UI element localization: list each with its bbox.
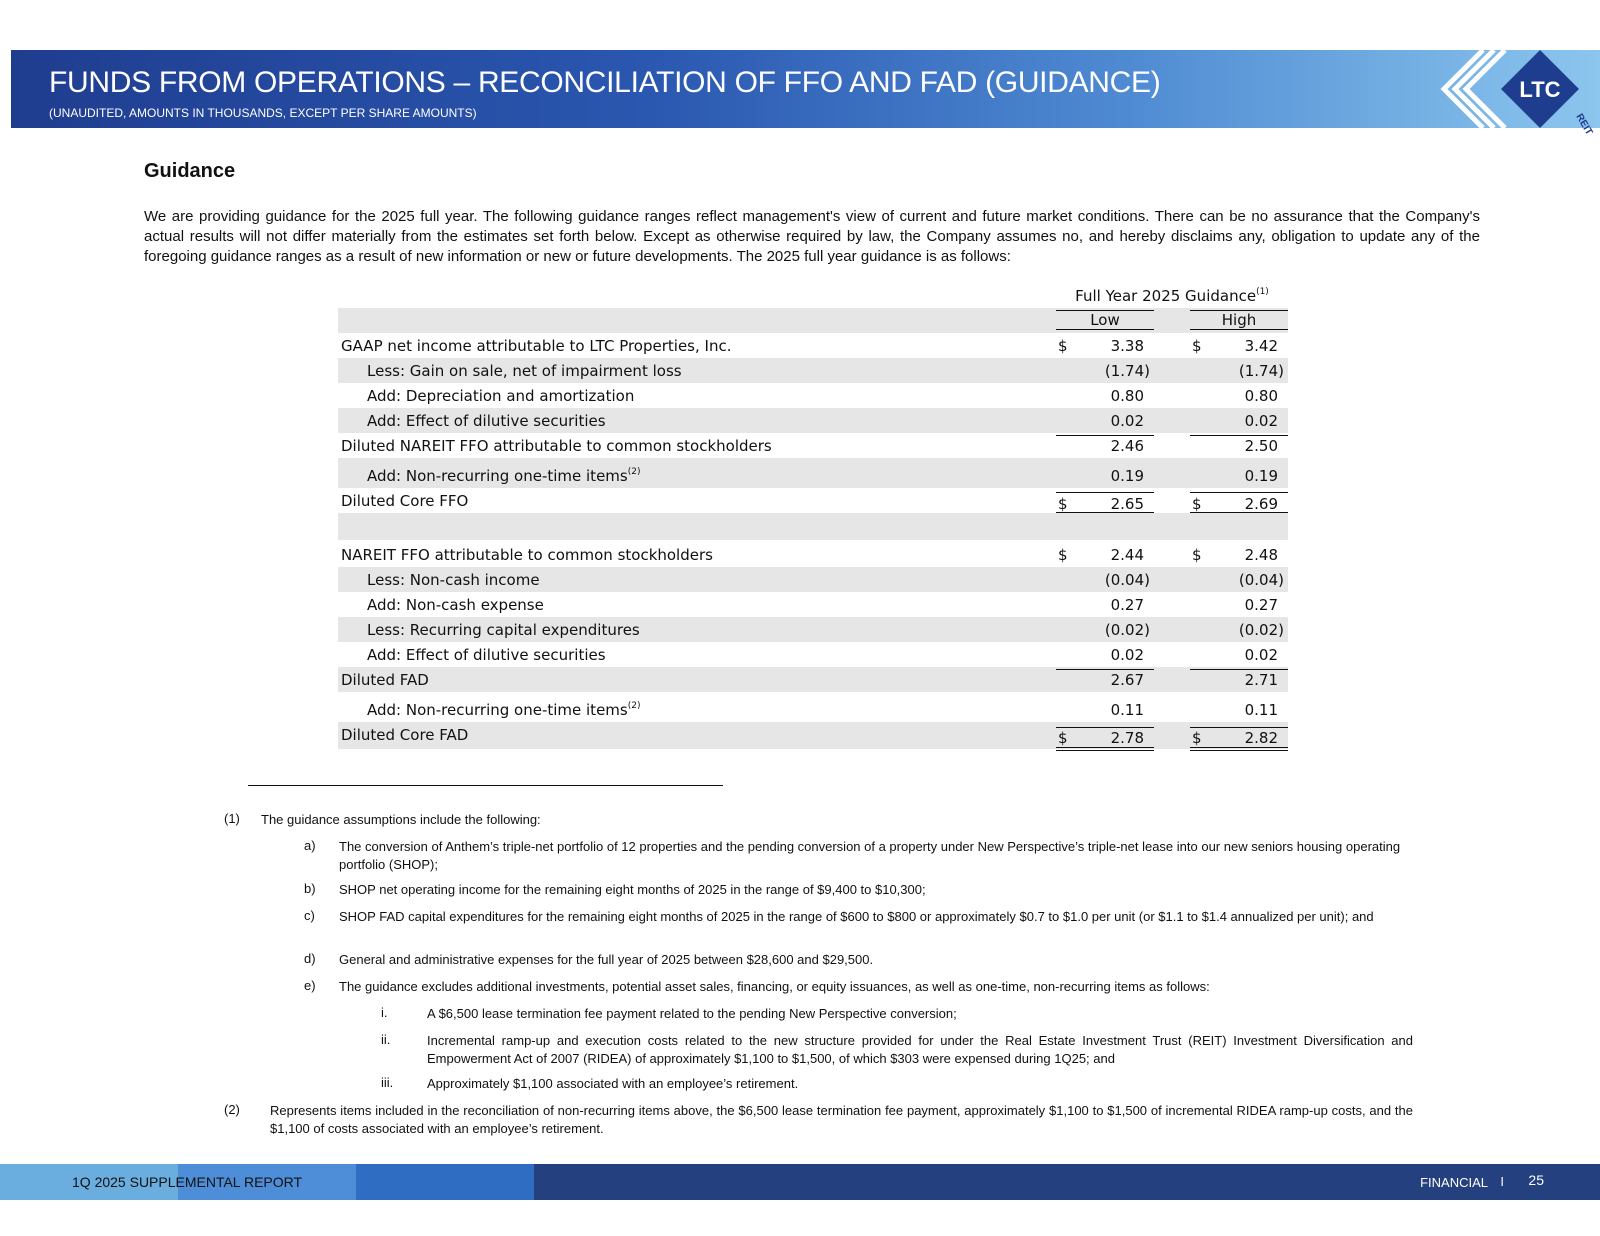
low-value: 0.11 xyxy=(1110,701,1144,719)
table-row xyxy=(338,592,1288,617)
table-group-header-row xyxy=(338,283,1288,308)
footnote-1-text: The guidance assumptions include the following: xyxy=(261,812,541,827)
section-heading: Guidance xyxy=(144,160,236,182)
footnote-item-mark: b) xyxy=(304,881,316,896)
high-value: (1.74) xyxy=(1238,362,1284,380)
high-value: 0.19 xyxy=(1244,467,1278,485)
currency-sign: $ xyxy=(1192,495,1202,513)
spacer-row xyxy=(338,513,1288,540)
low-value: 2.67 xyxy=(1110,671,1144,689)
table-row xyxy=(338,617,1288,642)
currency-sign: $ xyxy=(1192,729,1202,747)
logo-text: LTC xyxy=(1519,77,1561,102)
page-title: FUNDS FROM OPERATIONS – RECONCILIATION OF FFO AND FAD (GUIDANCE) xyxy=(49,66,1161,99)
table-row xyxy=(338,488,1288,513)
row-label: Less: Non-cash income xyxy=(367,571,540,589)
page-subtitle: (UNAUDITED, AMOUNTS IN THOUSANDS, EXCEPT PER SHARE AMOUNTS) xyxy=(49,106,477,120)
table-row xyxy=(338,567,1288,592)
currency-sign: $ xyxy=(1058,546,1068,564)
high-value: (0.04) xyxy=(1238,571,1284,589)
low-value: 2.44 xyxy=(1110,546,1144,564)
row-note: (2) xyxy=(627,701,641,711)
footnote-1-number: (1) xyxy=(224,811,240,826)
table-row xyxy=(338,667,1288,692)
high-value: 0.02 xyxy=(1244,646,1278,664)
low-value: (0.02) xyxy=(1104,621,1150,639)
ltc-logo xyxy=(1428,50,1595,138)
group-header: Full Year 2025 Guidance xyxy=(1075,287,1257,305)
high-value: 2.71 xyxy=(1244,671,1278,689)
header-banner xyxy=(11,50,1600,138)
footer-separator: I xyxy=(1500,1174,1504,1189)
high-value: 0.02 xyxy=(1244,412,1278,430)
row-label: Diluted FAD xyxy=(341,671,429,689)
logo-sub: REIT xyxy=(1573,112,1595,138)
footnote-subitem: Approximately $1,100 associated with an employee’s retirement. xyxy=(427,1076,799,1091)
currency-sign: $ xyxy=(1192,546,1202,564)
high-value: 2.69 xyxy=(1244,495,1278,513)
footer-report-name: 1Q 2025 SUPPLEMENTAL REPORT xyxy=(72,1174,303,1190)
row-label: Diluted NAREIT FFO attributable to common stockholders xyxy=(341,437,772,455)
footnote-item: The conversion of Anthem’s triple-net portfolio of 12 properties and the pending conversion of a property under New Perspective’s triple-net lease into our new seniors housing operating portfolio (SHOP); xyxy=(339,839,1401,872)
high-value: 0.11 xyxy=(1244,701,1278,719)
row-note: (2) xyxy=(627,467,641,477)
row-label: Less: Recurring capital expenditures xyxy=(367,621,640,639)
group-header-note: (1) xyxy=(1256,287,1269,297)
row-label: Add: Effect of dilutive securities xyxy=(367,646,606,664)
footnote-2-number: (2) xyxy=(224,1102,240,1117)
low-value: 0.02 xyxy=(1110,412,1144,430)
table-row xyxy=(338,458,1288,488)
high-value: 2.82 xyxy=(1244,729,1278,747)
row-label: Add: Non-cash expense xyxy=(367,596,544,614)
currency-sign: $ xyxy=(1192,337,1202,355)
row-label: Add: Effect of dilutive securities xyxy=(367,412,606,430)
table-row xyxy=(338,722,1288,749)
low-value: 3.38 xyxy=(1110,337,1144,355)
row-label: Add: Depreciation and amortization xyxy=(367,387,635,405)
row-label: Diluted Core FFO xyxy=(341,492,469,510)
table-row xyxy=(338,358,1288,383)
currency-sign: $ xyxy=(1058,495,1068,513)
table-row xyxy=(338,642,1288,667)
footnote-subitem: Incremental ramp-up and execution costs related to the new structure provided for under the Real Estate Investment Trust (REIT) Investment Diversification and Empowerment Act of 2007 (RIDEA) of approximately $1,100 to $1,500, of which $303 were expensed during 1Q25; and xyxy=(427,1033,1413,1066)
page-number: 25 xyxy=(1528,1172,1544,1188)
footnote-item: General and administrative expenses for the full year of 2025 between $28,600 and $29,500. xyxy=(339,952,874,967)
row-label: Add: Non-recurring one-time items xyxy=(367,701,628,719)
footnote-item-mark: a) xyxy=(304,838,316,853)
low-value: 0.19 xyxy=(1110,467,1144,485)
footer-bar xyxy=(0,1164,1600,1200)
row-label: Diluted Core FAD xyxy=(341,726,469,744)
table-row xyxy=(338,692,1288,722)
currency-sign: $ xyxy=(1058,337,1068,355)
row-label: GAAP net income attributable to LTC Properties, Inc. xyxy=(341,337,732,355)
footer-section: FINANCIAL xyxy=(1420,1175,1488,1190)
high-value: 2.50 xyxy=(1244,437,1278,455)
table-column-header-row xyxy=(338,308,1288,333)
low-value: 0.02 xyxy=(1110,646,1144,664)
footnote-divider xyxy=(248,785,723,786)
table-row xyxy=(338,540,1288,567)
high-value: 2.48 xyxy=(1244,546,1278,564)
high-value: 0.80 xyxy=(1244,387,1278,405)
footnote-subitem: A $6,500 lease termination fee payment related to the pending New Perspective conversion; xyxy=(427,1006,957,1021)
row-label: NAREIT FFO attributable to common stockholders xyxy=(341,546,713,564)
low-value: 2.46 xyxy=(1110,437,1144,455)
row-label: Add: Non-recurring one-time items xyxy=(367,467,628,485)
table-row xyxy=(338,383,1288,408)
row-label: Less: Gain on sale, net of impairment loss xyxy=(367,362,682,380)
currency-sign: $ xyxy=(1058,729,1068,747)
footnote-item: SHOP FAD capital expenditures for the remaining eight months of 2025 in the range of $600 to $800 or approximately $0.7 to $1.0 per unit (or $1.1 to $1.4 annualized per unit); and xyxy=(339,909,1374,924)
low-value: (1.74) xyxy=(1104,362,1150,380)
footnote-item-mark: d) xyxy=(304,951,316,966)
low-value: 0.80 xyxy=(1110,387,1144,405)
col-header-low: Low xyxy=(1056,310,1154,330)
high-value: 0.27 xyxy=(1244,596,1278,614)
footnote-item: The guidance excludes additional investments, potential asset sales, financing, or equity issuances, as well as one-time, non-recurring items as follows: xyxy=(339,979,1210,994)
low-value: 2.65 xyxy=(1110,495,1144,513)
footnote-2-text: Represents items included in the reconciliation of non-recurring items above, the $6,500 lease termination fee payment, approximately $1,100 to $1,500 of incremental RIDEA ramp-up costs, and the $1,100 of costs associated with an employee’s retirement. xyxy=(270,1103,1413,1136)
table-row xyxy=(338,408,1288,433)
table-row xyxy=(338,433,1288,458)
footnote-subitem-mark: i. xyxy=(381,1005,388,1020)
footnote-subitem-mark: ii. xyxy=(381,1032,391,1047)
high-value: 3.42 xyxy=(1244,337,1278,355)
intro-paragraph: We are providing guidance for the 2025 full year. The following guidance ranges reflect management's view of current and future market conditions. There can be no assurance that the Company's actual results will not differ materially from the estimates set forth below. Except as otherwise required by law, the Company assumes no, and hereby disclaims any, obligation to update any of the foregoing guidance ranges as a result of new information or new or future developments. The 2025 full year guidance is as follows: xyxy=(144,208,1480,265)
col-header-high: High xyxy=(1190,310,1288,330)
guidance-table xyxy=(338,283,1288,749)
low-value: (0.04) xyxy=(1104,571,1150,589)
footnote-item-mark: c) xyxy=(304,908,315,923)
footnote-item: SHOP net operating income for the remaining eight months of 2025 in the range of $9,400 to $10,300; xyxy=(339,882,926,897)
footnote-subitem-mark: iii. xyxy=(381,1075,394,1090)
low-value: 0.27 xyxy=(1110,596,1144,614)
table-row xyxy=(338,333,1288,358)
footnote-item-mark: e) xyxy=(304,978,316,993)
low-value: 2.78 xyxy=(1110,729,1144,747)
high-value: (0.02) xyxy=(1238,621,1284,639)
